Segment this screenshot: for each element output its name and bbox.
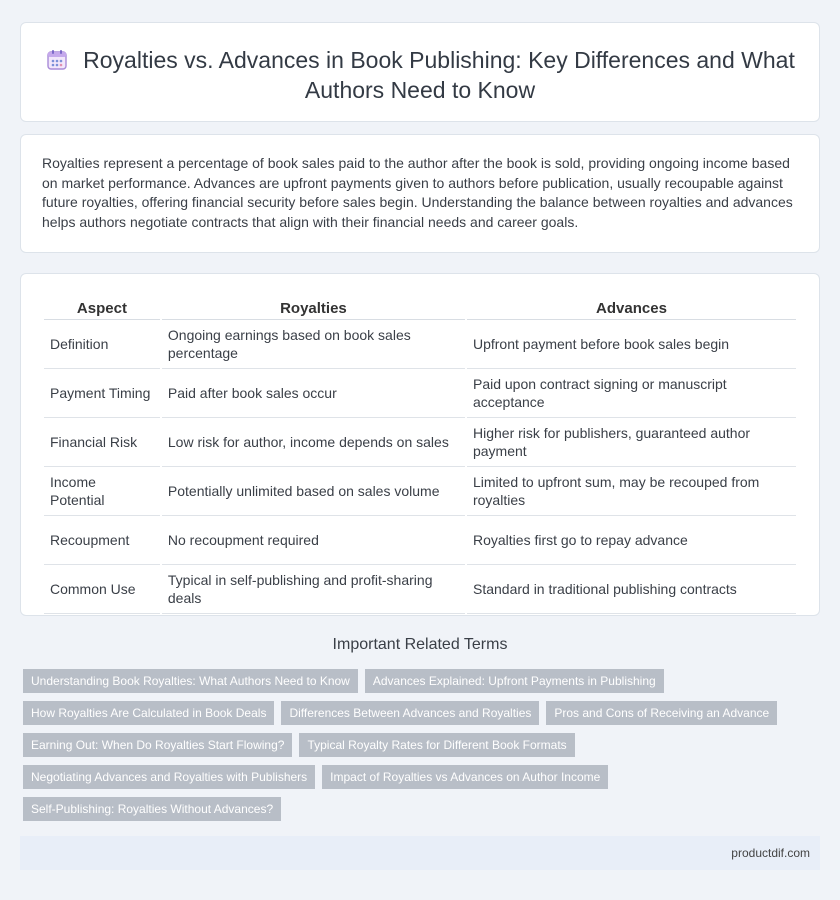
advances-cell: Paid upon contract signing or manuscript acceptance bbox=[467, 369, 796, 418]
advances-cell: Standard in traditional publishing contracts bbox=[467, 565, 796, 614]
column-header-aspect: Aspect bbox=[44, 294, 160, 320]
column-header-advances: Advances bbox=[467, 294, 796, 320]
related-term-link[interactable]: Advances Explained: Upfront Payments in Publishing bbox=[365, 669, 664, 693]
tag-row bbox=[23, 797, 823, 821]
calendar-icon bbox=[45, 48, 69, 72]
aspect-cell: Recoupment bbox=[44, 516, 160, 565]
aspect-cell: Financial Risk bbox=[44, 418, 160, 467]
royalties-cell: Low risk for author, income depends on sales bbox=[162, 418, 465, 467]
tag-row bbox=[23, 733, 823, 757]
table-row bbox=[44, 565, 796, 614]
royalties-cell: Paid after book sales occur bbox=[162, 369, 465, 418]
title-wrap bbox=[21, 45, 819, 105]
table-row bbox=[44, 467, 796, 516]
advances-cell: Limited to upfront sum, may be recouped from royalties bbox=[467, 467, 796, 516]
related-terms-list bbox=[23, 669, 823, 829]
related-term-link[interactable]: Earning Out: When Do Royalties Start Flowing? bbox=[23, 733, 292, 757]
related-term-link[interactable]: Self-Publishing: Royalties Without Advances? bbox=[23, 797, 281, 821]
related-terms-heading: Important Related Terms bbox=[332, 636, 508, 653]
comparison-table bbox=[42, 294, 798, 614]
aspect-cell: Common Use bbox=[44, 565, 160, 614]
related-term-link[interactable]: Understanding Book Royalties: What Authors Need to Know bbox=[23, 669, 358, 693]
royalties-cell: Ongoing earnings based on book sales percentage bbox=[162, 320, 465, 369]
aspect-cell: Income Potential bbox=[44, 467, 160, 516]
aspect-cell: Payment Timing bbox=[44, 369, 160, 418]
related-term-link[interactable]: Typical Royalty Rates for Different Book Formats bbox=[299, 733, 574, 757]
footer bbox=[20, 836, 820, 870]
advances-cell: Higher risk for publishers, guaranteed author payment bbox=[467, 418, 796, 467]
table-header-row bbox=[44, 294, 796, 320]
advances-cell: Upfront payment before book sales begin bbox=[467, 320, 796, 369]
tag-row bbox=[23, 701, 823, 725]
related-term-link[interactable]: Negotiating Advances and Royalties with Publishers bbox=[23, 765, 315, 789]
table-row bbox=[44, 516, 796, 565]
header-card bbox=[20, 22, 820, 122]
tag-row bbox=[23, 765, 823, 789]
advances-cell: Royalties first go to repay advance bbox=[467, 516, 796, 565]
aspect-cell: Definition bbox=[44, 320, 160, 369]
related-term-link[interactable]: Impact of Royalties vs Advances on Author Income bbox=[322, 765, 608, 789]
column-header-royalties: Royalties bbox=[162, 294, 465, 320]
royalties-cell: Typical in self-publishing and profit-sharing deals bbox=[162, 565, 465, 614]
royalties-cell: No recoupment required bbox=[162, 516, 465, 565]
intro-card bbox=[20, 134, 820, 253]
tag-row bbox=[23, 669, 823, 693]
royalties-cell: Potentially unlimited based on sales volume bbox=[162, 467, 465, 516]
footer-site-name: productdif.com bbox=[731, 846, 810, 860]
related-term-link[interactable]: How Royalties Are Calculated in Book Deals bbox=[23, 701, 274, 725]
related-term-link[interactable]: Pros and Cons of Receiving an Advance bbox=[546, 701, 777, 725]
table-row bbox=[44, 320, 796, 369]
intro-text: Royalties represent a percentage of book sales paid to the author after the book is sold, providing ongoing income based on market performance. Advances are upfront payments given to authors before publication, usually recoupable against future royalties, offering financial security before sales begin. Understanding the balance between royalties and advances helps authors negotiate contracts that align with their financial needs and career goals. bbox=[42, 155, 793, 230]
page-title: Royalties vs. Advances in Book Publishing: Key Differences and What Authors Need to Know bbox=[83, 47, 795, 103]
table-row bbox=[44, 369, 796, 418]
table-row bbox=[44, 418, 796, 467]
related-term-link[interactable]: Differences Between Advances and Royalties bbox=[281, 701, 539, 725]
comparison-card bbox=[20, 273, 820, 616]
